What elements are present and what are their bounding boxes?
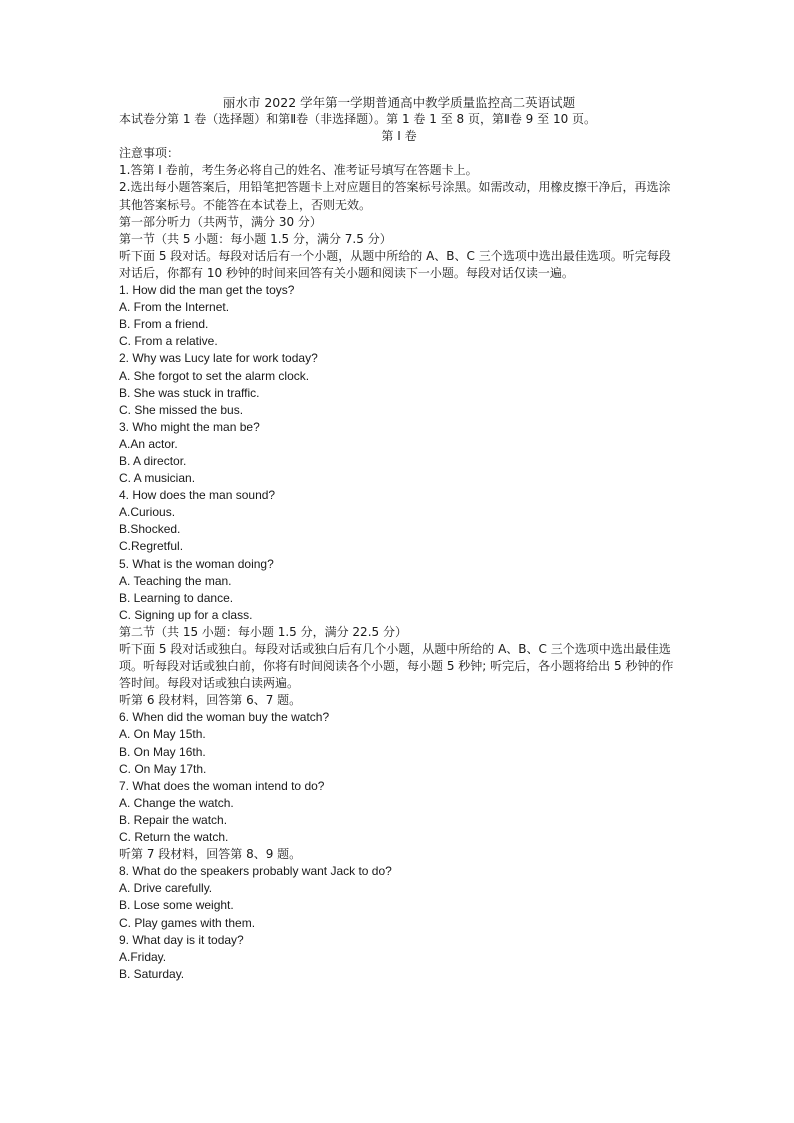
question-2-option-c: C. She missed the bus.	[119, 402, 244, 417]
material-7-heading: 听第 7 段材料，回答第 8、9 题。	[119, 847, 302, 862]
question-8: 8. What do the speakers probably want Jack to do?	[119, 864, 392, 879]
question-8-option-a: A. Drive carefully.	[119, 881, 213, 896]
question-8-option-b: B. Lose some weight.	[119, 898, 234, 913]
question-5-option-c: C. Signing up for a class.	[119, 607, 253, 622]
question-1-option-a: A. From the Internet.	[119, 300, 230, 315]
material-6-heading: 听第 6 段材料，回答第 6、7 题。	[119, 693, 302, 708]
question-7: 7. What does the woman intend to do?	[119, 778, 325, 793]
volume-heading: 第 I 卷	[381, 129, 417, 144]
question-6-option-b: B. On May 16th.	[119, 744, 206, 759]
question-3: 3. Who might the man be?	[119, 419, 260, 434]
question-4-option-c: C.Regretful.	[119, 539, 184, 554]
question-3-option-a: A.An actor.	[119, 436, 178, 451]
question-2: 2. Why was Lucy late for work today?	[119, 351, 318, 366]
question-9-option-a: A.Friday.	[119, 949, 167, 964]
question-4-option-a: A.Curious.	[119, 505, 176, 520]
question-6-option-c: C. On May 17th.	[119, 761, 207, 776]
question-1-option-b: B. From a friend.	[119, 317, 209, 332]
section1-instructions: 听下面 5 段对话。每段对话后有一个小题，从题中所给的 A、B、C 三个选项中选出最佳选项。听完每段对话后，你都有 10 秒钟的时间来回答有关小题和阅读下一小题。每段对话仅读一遍。	[119, 248, 671, 280]
question-3-option-b: B. A director.	[119, 453, 187, 468]
question-1-option-c: C. From a relative.	[119, 334, 218, 349]
exam-page	[119, 94, 679, 983]
question-7-option-a: A. Change the watch.	[119, 795, 234, 810]
question-1: 1. How did the man get the toys?	[119, 283, 295, 298]
question-5: 5. What is the woman doing?	[119, 556, 274, 571]
question-2-option-a: A. She forgot to set the alarm clock.	[119, 368, 310, 383]
question-4-option-b: B.Shocked.	[119, 522, 181, 537]
question-9: 9. What day is it today?	[119, 932, 244, 947]
question-8-option-c: C. Play games with them.	[119, 915, 256, 930]
exam-title: 丽水市 2022 学年第一学期普通高中教学质量监控高二英语试题	[222, 95, 576, 110]
question-6: 6. When did the woman buy the watch?	[119, 710, 330, 725]
question-3-option-c: C. A musician.	[119, 471, 196, 486]
notes-item-2: 2.选出每小题答案后，用铅笔把答题卡上对应题目的答案标号涂黑。如需改动，用橡皮擦干净后，再选涂其他答案标号。不能答在本试卷上，否则无效。	[119, 180, 671, 212]
section2-heading: 第二节（共 15 小题：每小题 1.5 分，满分 22.5 分）	[119, 624, 407, 639]
question-7-option-c: C. Return the watch.	[119, 830, 229, 845]
question-7-option-b: B. Repair the watch.	[119, 812, 228, 827]
notes-item-1: 1.答第 I 卷前，考生务必将自己的姓名、准考证号填写在答题卡上。	[119, 163, 478, 178]
question-9-option-b: B. Saturday.	[119, 966, 185, 981]
section2-instructions: 听下面 5 段对话或独白。每段对话或独白后有几个小题，从题中所给的 A、B、C 三个选项中选出最佳选项。听每段对话或独白前，你将有时间阅读各个小题，每小题 5 秒钟; 听完后，各小题将给出 5 秒钟的作答时间。每段对话或独白读两遍。	[119, 642, 674, 691]
notes-heading: 注意事项：	[119, 146, 180, 161]
question-5-option-a: A. Teaching the man.	[119, 573, 232, 588]
part1-heading: 第一部分听力（共两节，满分 30 分）	[119, 214, 322, 229]
question-2-option-b: B. She was stuck in traffic.	[119, 385, 260, 400]
question-5-option-b: B. Learning to dance.	[119, 590, 234, 605]
question-6-option-a: A. On May 15th.	[119, 727, 206, 742]
exam-intro: 本试卷分第 1 卷（选择题）和第Ⅱ卷（非选择题）。第 1 卷 1 至 8 页，第Ⅱ卷 9 至 10 页。	[119, 112, 597, 127]
question-4: 4. How does the man sound?	[119, 488, 276, 503]
section1-heading: 第一节（共 5 小题：每小题 1.5 分，满分 7.5 分）	[119, 231, 392, 246]
